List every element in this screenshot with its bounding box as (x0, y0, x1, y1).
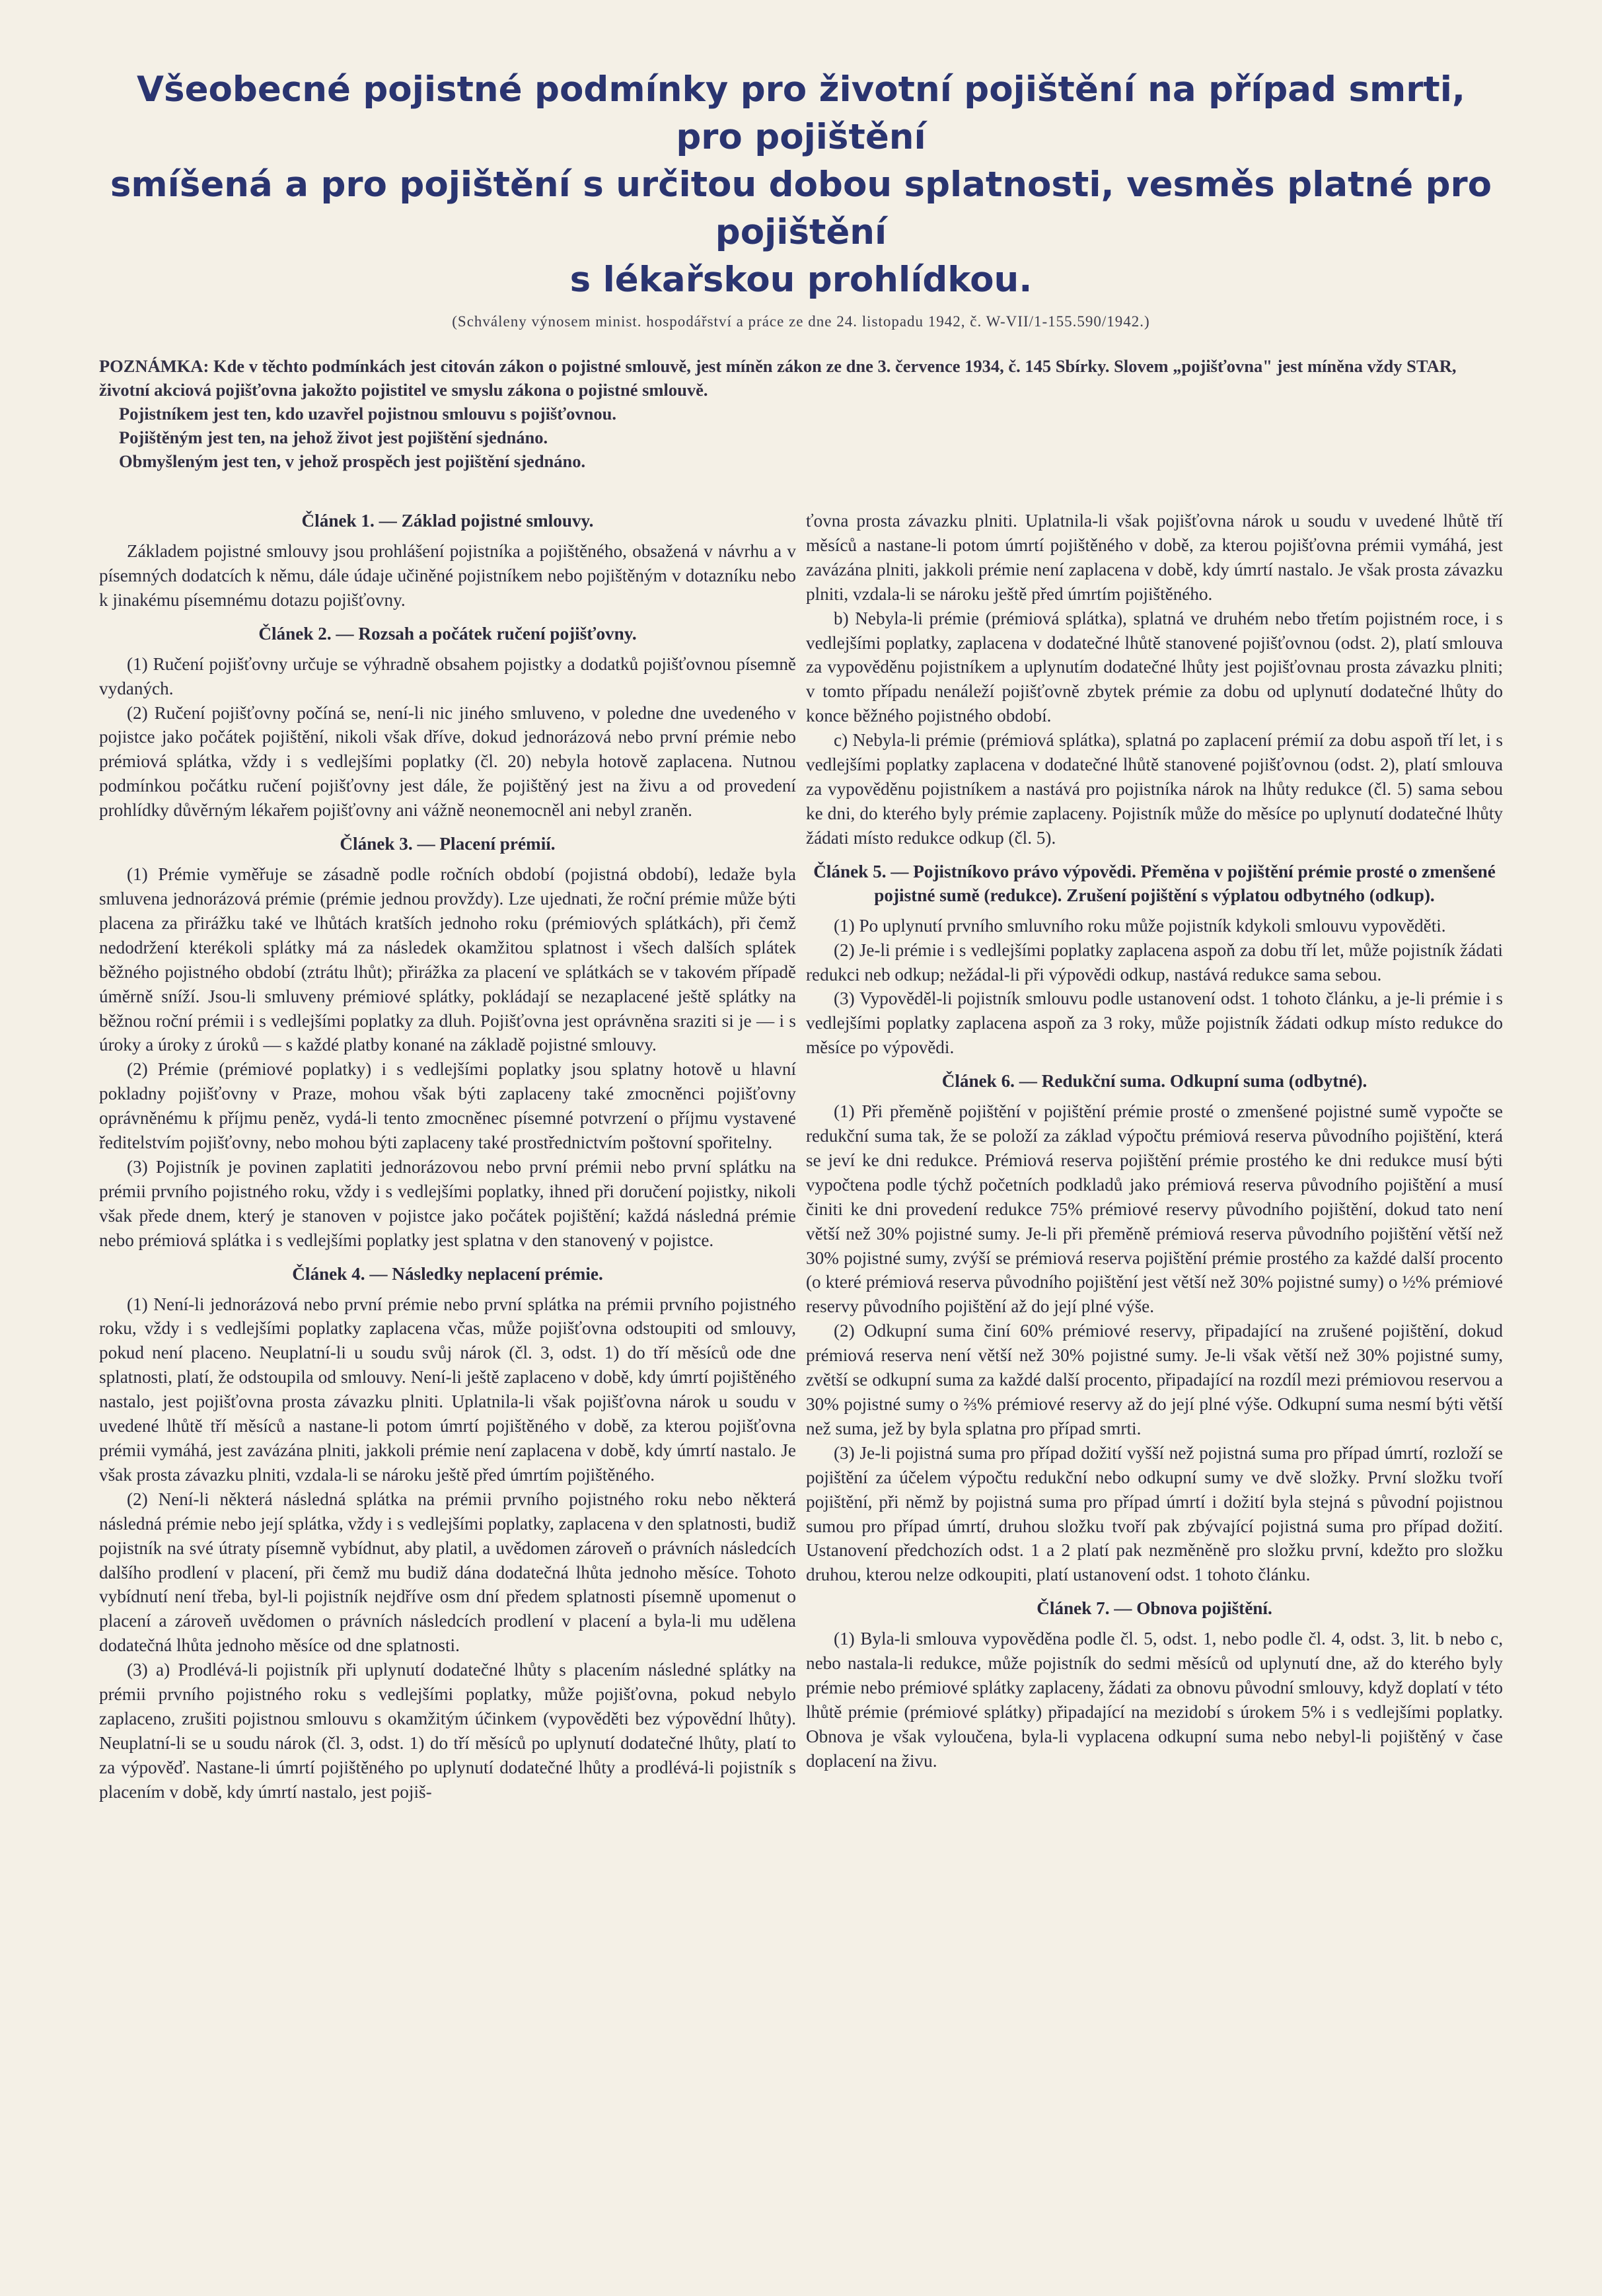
definitions-note (99, 354, 1503, 473)
article-paragraph: (2) Je-li prémie i s vedlejšími poplatky zaplacena aspoň za dobu tří let, může pojistník žádati redukci neb odkup; nežádal-li při výpovědi odkup, nastává redukce sama sebou. (806, 940, 1503, 984)
article-paragraph: (3) a) Prodlévá-li pojistník při uplynutí dodatečné lhůty s placením následné splátky na prémii prvního pojistného roku s vedlejšími poplatky, může pojišťovna, pokud nebylo zaplaceno, zrušiti pojistnou smlouvu s okamžitým účinkem (vypověděti bez výpovědní lhůty). Neuplatní-li se u soudu nárok (čl. 3, odst. 1) do tří měsíců po uplynutí dodatečné lhůty, platí to za výpověď. Nastane-li úmrtí pojištěného po uplynutí dodatečné lhůty a prodlévá-li pojistník s placením v době, kdy úmrtí nastalo, jest pojiš- (99, 1660, 796, 1802)
article-paragraph: (2) Odkupní suma činí 60% prémiové reservy, připadající na zrušené pojištění, dokud prémiová reserva není větší než 30% pojistné sumy. Je-li však větší než 30% pojistné sumy, zvětší se odkupní suma za každé další procento, připadající na rozdíl mezi prémiovou reservou a 30% pojistné sumy o ⅔% prémiové reservy až do její plné výše. Odkupní suma nesmí býti větší než suma, jež by byla splatna pro případ smrti. (806, 1321, 1503, 1438)
article-paragraph: (2) Není-li některá následná splátka na prémii prvního pojistného roku nebo některá následná prémie nebo její splátka, vždy i s vedlejšími poplatky, zaplacena v den splatnosti, budiž pojistník na své útraty písemně vybídnut, aby platil, a uvědomen zároveň o právních následcích dalšího prodlení v placení, při čemž mu budiž dána dodatečná lhůta jednoho měsíce. Tohoto vybídnutí není třeba, byl-li pojistník nejdříve osm dní předem splatnosti písemně upomenut o placení a zároveň uvědomen o právních následcích prodlení v placení a byla-li mu udělena dodatečná lhůta jednoho měsíce od dne splatnosti. (99, 1489, 796, 1656)
right-column (806, 509, 1503, 1804)
article-heading: Článek 7. — Obnova pojištění. (1037, 1598, 1272, 1619)
article-paragraph: b) Nebyla-li prémie (prémiová splátka), splatná ve druhém nebo třetím pojistném roce, i s vedlejšími poplatky, zaplacena v dodatečné lhůtě stanovené pojišťovnou (odst. 2), platí smlouva za vypověděnu pojistníkem a uplynutím dodatečné lhůty jest pojišťovnau prosta závazku plniti; v tomto případu nenáleží pojišťovně zbytek prémie za dobu od uplynutí dodatečné lhůty do konce běžného pojistného období. (806, 608, 1503, 726)
title-line: Všeobecné pojistné podmínky pro životní pojištění na případ smrti, pro pojištění (137, 69, 1465, 157)
article-paragraph: (1) Při přeměně pojištění v pojištění prémie prosté o zmenšené pojistné sumě vypočte se redukční suma tak, že se položí za základ výpočtu prémiová reserva původního pojištění, která se jeví ke dni redukce. Prémiová reserva pojištění prémie prostého ke dni redukce musí býti vypočtena podle týchž početních podkladů jako prémiová reserva původního pojištění a musí činiti ke dni provedení redukce 75% prémiové reservy původního pojištění, dokud tato není větší než 30% pojistné sumy. Je-li při přeměně prémiová reserva původního pojištění větší než 30% pojistné sumy, zvýší se prémiová reserva pojištění prémie prostého za každé další procento (o které prémiová reserva původního pojištění jest větší než 30% pojistné sumy) o ½% prémiové reservy původního pojištění až do její plné výše. (806, 1101, 1503, 1317)
title-line: smíšená a pro pojištění s určitou dobou splatnosti, vesměs platné pro pojištění (110, 165, 1492, 252)
article-paragraph: (2) Ručení pojišťovny počíná se, není-li nic jiného smluveno, v poledne dne uvedeného v pojistce jako počátek pojištění, nikoli však dříve, dokud jednorázová nebo první prémie nebo prémiová splátka, vždy i s vedlejšími poplatky (čl. 20) nebyla hotově zaplacena. Nutnou podmínkou počátku ručení pojišťovny jest dále, že pojištěný jest na živu a od provedení prohlídky důvěrným lékařem pojišťovny ani vážně neonemocněl ani nebyl zraněn. (99, 702, 796, 821)
article-paragraph: (2) Prémie (prémiové poplatky) i s vedlejšími poplatky jsou splatny hotově u hlavní pokladny pojišťovny v Praze, mohou však býti zaplaceny také zmocněnci pojišťovny oprávněnému k příjmu peněz, vydá-li tento zmocněnec písemné potvrzení o příjmu vystavené ředitelstvím pojišťovny, nebo mohou býti zaplaceny také prostřednictvím poštovní spořitelny. (99, 1059, 796, 1153)
note-definition: Obmyšleným jest ten, v jehož prospěch jest pojištění sjednáno. (119, 451, 586, 471)
note-paragraph: POZNÁMKA: Kde v těchto podmínkách jest citován zákon o pojistné smlouvě, jest míněn zákon ze dne 3. července 1934, č. 145 Sbírky. Slovem „pojišťovna" jest míněna vždy STAR, životní akciová pojišťovna jakožto pojistitel ve smyslu zákona o pojistné smlouvě. (99, 356, 1457, 400)
article-paragraph: (3) Vypověděl-li pojistník smlouvu podle ustanovení odst. 1 tohoto článku, a je-li prémie i s vedlejšími poplatky zaplacena aspoň za 3 roky, může pojistník žádati odkup místo redukce do měsíce po výpovědi. (806, 988, 1503, 1058)
note-definition: Pojištěným jest ten, na jehož život jest pojištění sjednáno. (119, 427, 548, 447)
article-columns (99, 509, 1503, 1804)
article-paragraph: (3) Pojistník je povinen zaplatiti jednorázovou nebo první prémii nebo první splátku na prémii prvního pojistného roku, vždy i s vedlejšími poplatky, ihned při doručení pojistky, nikoli však přede dnem, který je stanoven v pojistce jako počátek pojištění; každá následná prémie nebo prémiová splátka i s vedlejšími poplatky jest splatna v den stanovený v pojistce. (99, 1156, 796, 1250)
title-line: s lékařskou prohlídkou. (569, 260, 1033, 300)
article-paragraph: (3) Je-li pojistná suma pro případ dožití vyšší než pojistná suma pro případ úmrtí, rozloží se pojištění za účelem výpočtu redukční nebo odkupní sumy ve dvě složky. První složku tvoří pojištění, při němž by pojistná suma pro případ úmrtí i dožití byla stejná s původní pojistnou sumou pro případ úmrtí, druhou složku tvoří pak zbývající pojistná suma pro případ dožití. Ustanovení předchozích odst. 1 a 2 platí pak nezměněně pro složku první, kdežto pro složku druhou, kterou nelze odkoupiti, platí ustanovení odst. 1 tohoto článku. (806, 1442, 1503, 1585)
approval-note: (Schváleny výnosem minist. hospodářství a práce ze dne 24. listopadu 1942, č. W-VII/1-155.590/1942.) (452, 313, 1150, 330)
article-heading: Článek 3. — Placení prémií. (340, 834, 556, 854)
article-heading: Článek 2. — Rozsah a počátek ručení pojišťovny. (258, 623, 637, 644)
article-heading: Článek 4. — Následky neplacení prémie. (292, 1263, 603, 1284)
article-paragraph: (1) Prémie vyměřuje se zásadně podle ročních období (pojistná období), ledaže byla smluvena jednorázová prémie (prémie jednou provždy). Lze ujednati, že roční prémie může býti placena za přirážku také ve lhůtách kratších jednoho roku (prémiových splátkách), při čemž nedodržení kterékoli splátky má za následek okamžitou splatnost i všech dalších splátek běžného pojistného období (ztrátu lhůt); přirážka za placení ve splátkách se v takovém případě úměrně sníží. Jsou-li smluveny prémiové splátky, pokládají se nezaplacené ještě splátky na běžnou roční prémii i s vedlejšími poplatky za dluh. Pojišťovna jest oprávněna sraziti si je — i s úroky a úroky z úroků — s každé platby konané na základě pojistné smlouvy. (99, 864, 796, 1055)
article-paragraph: ťovna prosta závazku plniti. Uplatnila-li však pojišťovna nárok u soudu v uvedené lhůtě tří měsíců a nastane-li potom úmrtí pojištěného v době, za kterou pojišťovna prémii vymáhá, jest zavázána plniti, jakkoli prémie není zaplacena v době, kdy úmrtí nastalo. Je však prosta závazku plniti, vzdala-li se nároku ještě před úmrtím pojištěného. (806, 511, 1503, 604)
left-column (99, 509, 796, 1804)
article-paragraph: (1) Po uplynutí prvního smluvního roku může pojistník kdykoli smlouvu vypověděti. (834, 915, 1446, 936)
article-paragraph: c) Nebyla-li prémie (prémiová splátka), splatná po zaplacení prémií za dobu aspoň tří let, i s vedlejšími poplatky zaplacena v dodatečné lhůtě stanovené pojišťovnou (odst. 2), platí smlouva za vypověděnu pojistníkem a nastává pro pojistníka nárok na lhůty redukce (čl. 5) sama sebou ke dni, do kterého byly prémie zaplaceny. Pojistník může do měsíce po uplynutí dodatečné lhůty žádati místo redukce odkup (čl. 5). (806, 730, 1503, 848)
article-heading: Článek 5. — Pojistníkovo právo výpovědi. Přeměna v pojištění prémie prosté o zmenšené pojistné sumě (redukce). Zrušení pojištění s výplatou odbytného (odkup). (813, 861, 1496, 905)
article-paragraph: (1) Ručení pojišťovny určuje se výhradně obsahem pojistky a dodatků pojišťovnou písemně vydaných. (99, 653, 796, 698)
article-heading: Článek 1. — Základ pojistné smlouvy. (301, 511, 594, 531)
article-paragraph: (1) Byla-li smlouva vypověděna podle čl. 5, odst. 1, nebo podle čl. 4, odst. 3, lit. b nebo c, nebo nastala-li redukce, může pojistník do sedmi měsíců od uplynutí dne, až do kterého byly prémie nebo prémiové splátky zaplaceny, žádati za obnovu původní smlouvy, když doplatí v této lhůtě prémie (prémiové splátky) připadající na mezidobí s úrokem 5% i s vedlejšími poplatky. Obnova je však vyloučena, byla-li vyplacena odkupní suma nebo nebyl-li pojištěný v čase doplacení na živu. (806, 1629, 1503, 1771)
article-paragraph: (1) Není-li jednorázová nebo první prémie nebo první splátka na prémii prvního pojistného roku, vždy i s vedlejšími poplatky zaplacena včas, může pojišťovna odstoupiti od smlouvy, pokud není placeno. Neuplatní-li u soudu svůj nárok (čl. 3, odst. 1) do tří měsíců ode dne splatnosti, platí, že odstoupila od smlouvy. Není-li ještě zaplaceno v době, kdy úmrtí pojištěného nastalo, jest pojišťovna prosta závazku plniti. Uplatnila-li však pojišťovna nárok u soudu v uvedené lhůtě tří měsíců a nastane-li potom úmrtí pojištěného v době, za kterou pojišťovna prémii vymáhá, jest zavázána plniti, jakkoli prémie není zaplacena v době, kdy úmrtí nastalo. Je však prosta závazku plniti, vzdala-li se nároku ještě před úmrtím pojištěného. (99, 1294, 796, 1485)
article-heading: Článek 6. — Redukční suma. Odkupní suma (odbytné). (941, 1071, 1367, 1092)
article-paragraph: Základem pojistné smlouvy jsou prohlášení pojistníka a pojištěného, obsažená v návrhu a v písemných dodatcích k němu, dále údaje učiněné pojistníkem nebo pojištěným v dotazníku nebo k jinakému písemnému dotazu pojišťovny. (99, 541, 796, 610)
document-title (99, 66, 1503, 304)
note-definition: Pojistníkem jest ten, kdo uzavřel pojistnou smlouvu s pojišťovnou. (119, 404, 616, 424)
